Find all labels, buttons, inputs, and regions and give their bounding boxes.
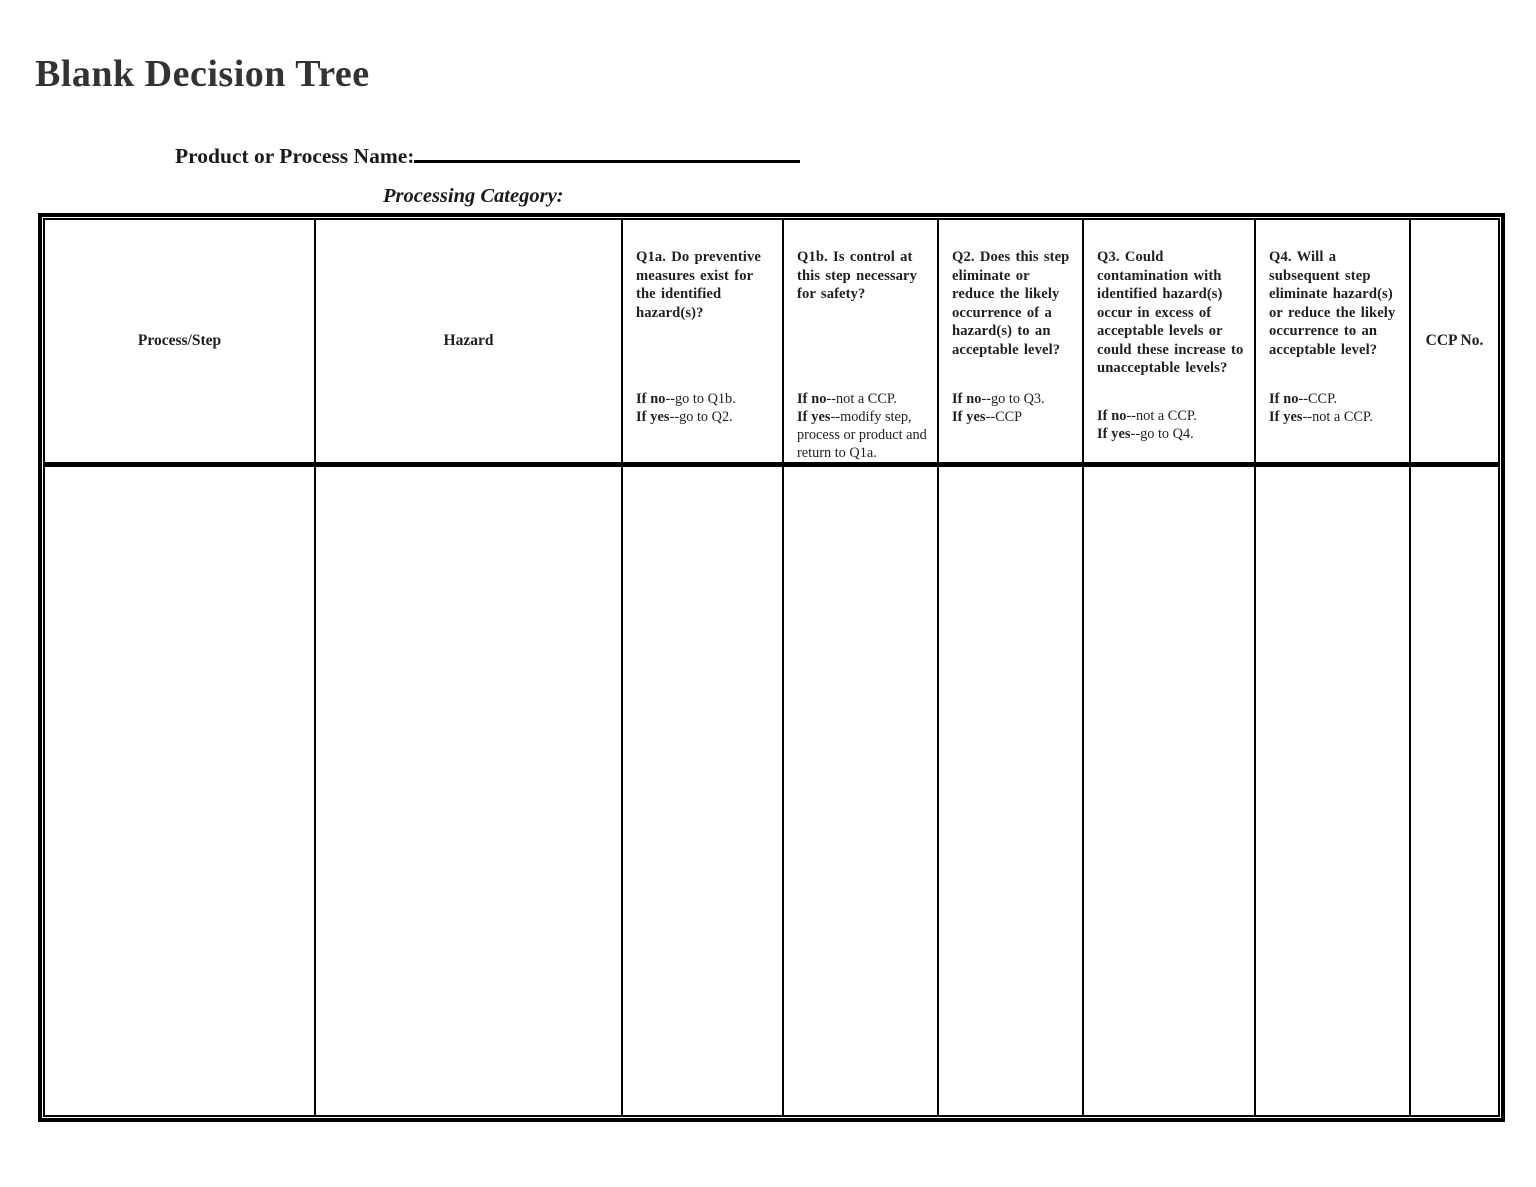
- q3-if-yes-rest: --go to Q4.: [1130, 426, 1194, 443]
- header-cell-hazard: [316, 220, 623, 467]
- header-cell-ccp-no: [1411, 220, 1498, 467]
- q1b-if-no-rest: --not a CCP.: [826, 391, 897, 407]
- body-cell-process-step[interactable]: [45, 467, 316, 1115]
- processing-category-label: Processing Category:: [383, 185, 564, 207]
- q1a-if-yes-bold: If yes: [636, 409, 670, 426]
- product-name-row: [175, 139, 800, 169]
- header-cell-q2: [939, 220, 1084, 467]
- body-cell-ccp-no[interactable]: [1411, 467, 1498, 1115]
- q3-instructions: [1097, 407, 1245, 443]
- q4-if-no-bold: If no: [1269, 391, 1299, 407]
- page-title: Blank Decision Tree: [35, 53, 370, 95]
- q1a-if-no-rest: --go to Q1b.: [665, 391, 736, 407]
- product-name-blank-line[interactable]: [414, 139, 800, 163]
- body-cell-q1a[interactable]: [623, 467, 784, 1115]
- header-cell-q1b: [784, 220, 939, 467]
- ccp-no-header-label: CCP No.: [1425, 332, 1484, 349]
- q1a-instructions: [636, 390, 773, 426]
- q3-if-no-bold: If no: [1097, 408, 1127, 424]
- q4-question: Q4. Will a subsequent step eliminate hazard(s) or reduce the likely occurrence to an acceptable level?: [1269, 249, 1396, 358]
- q2-if-no-bold: If no: [952, 391, 982, 407]
- body-cell-q1b[interactable]: [784, 467, 939, 1115]
- q2-if-yes-rest: --CCP: [985, 409, 1023, 426]
- q2-instructions: [952, 390, 1073, 426]
- header-cell-q4: [1256, 220, 1411, 467]
- process-step-header-label: Process/Step: [137, 332, 222, 349]
- q1b-question: Q1b. Is control at this step necessary for safety?: [797, 249, 918, 303]
- header-cell-process-step: [45, 220, 316, 467]
- hazard-header-label: Hazard: [443, 332, 494, 349]
- q3-question: Q3. Could contamination with identified hazard(s) occur in excess of acceptable levels or could these increase to unacceptable levels?: [1097, 249, 1244, 377]
- q1a-question: Q1a. Do preventive measures exist for the identified hazard(s)?: [636, 249, 761, 321]
- q4-if-yes-bold: If yes: [1269, 409, 1303, 426]
- q1b-if-yes-rest: --modify step, process or product and return to Q1a.: [797, 409, 927, 462]
- q1b-if-no-bold: If no: [797, 391, 827, 407]
- q1b-if-yes-bold: If yes: [797, 409, 831, 426]
- header-cell-q3: [1084, 220, 1256, 467]
- q4-if-yes-rest: --not a CCP.: [1302, 409, 1373, 426]
- q2-if-no-rest: --go to Q3.: [981, 391, 1045, 407]
- q4-instructions: [1269, 390, 1400, 426]
- body-cell-hazard[interactable]: [316, 467, 623, 1115]
- q1a-if-yes-rest: --go to Q2.: [669, 409, 733, 426]
- q2-question: Q2. Does this step eliminate or reduce the likely occurrence of a hazard(s) to an acceptable level?: [952, 249, 1070, 358]
- q1b-instructions: [797, 390, 928, 463]
- q1a-if-no-bold: If no: [636, 391, 666, 407]
- q3-if-no-rest: --not a CCP.: [1126, 408, 1197, 424]
- header-cell-q1a: [623, 220, 784, 467]
- q3-if-yes-bold: If yes: [1097, 426, 1131, 443]
- decision-tree-table: [43, 218, 1500, 1117]
- body-cell-q3[interactable]: [1084, 467, 1256, 1115]
- q4-if-no-rest: --CCP.: [1298, 391, 1338, 407]
- product-name-label: Product or Process Name:: [175, 144, 415, 168]
- body-cell-q4[interactable]: [1256, 467, 1411, 1115]
- q2-if-yes-bold: If yes: [952, 409, 986, 426]
- body-cell-q2[interactable]: [939, 467, 1084, 1115]
